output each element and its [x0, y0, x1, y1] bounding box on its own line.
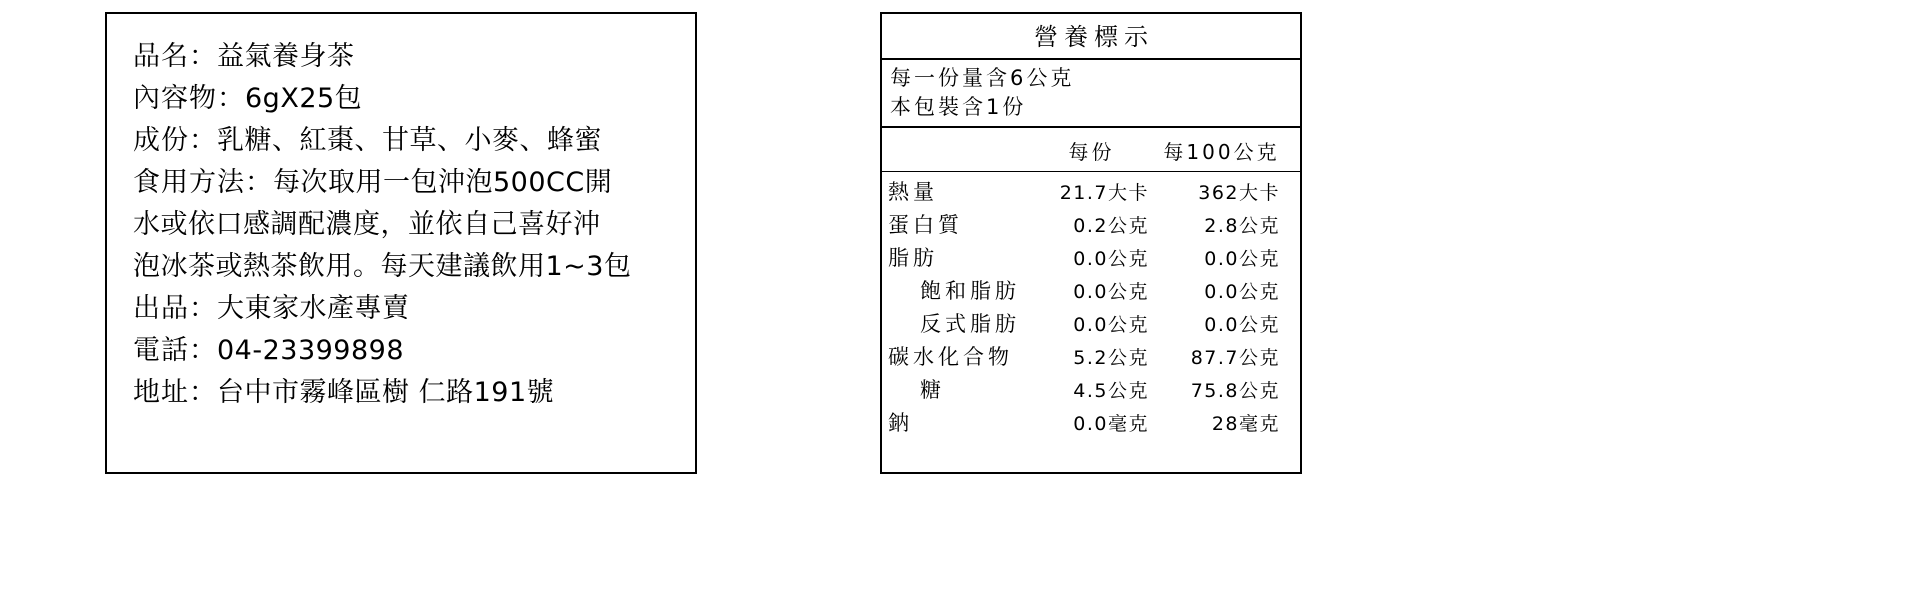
nutrient-name: 脂肪 [888, 246, 938, 270]
nutrition-column-header [882, 128, 1300, 172]
nutrient-per-serving: 21.7大卡 [1059, 182, 1149, 204]
product-field-label: 地址： [133, 377, 217, 408]
product-field-label: 食用方法： [133, 167, 273, 198]
product-field-row [133, 36, 695, 78]
table-row [882, 407, 1300, 440]
product-field-label: 成份： [133, 125, 217, 156]
product-field-row [133, 120, 695, 162]
column-header-per-serving: 每份 [1068, 140, 1115, 164]
nutrient-name: 鈉 [888, 411, 913, 435]
nutrient-name: 碳水化合物 [888, 345, 1013, 369]
nutrient-per-serving: 4.5公克 [1073, 380, 1149, 402]
nutrient-per-serving: 5.2公克 [1073, 347, 1149, 369]
nutrient-per-serving: 0.0公克 [1073, 281, 1149, 303]
table-row [882, 176, 1300, 209]
serving-size-text: 每一份量含6公克 [890, 66, 1075, 90]
nutrient-name: 熱量 [888, 180, 938, 204]
nutrient-name: 飽和脂肪 [920, 279, 1020, 303]
product-field-label: 品名： [133, 41, 217, 72]
nutrient-per-100g: 87.7公克 [1190, 347, 1280, 369]
product-field-row [133, 162, 695, 204]
product-field-value: 水或依口感調配濃度，並依自己喜好沖 [133, 209, 601, 240]
nutrient-per-100g: 75.8公克 [1190, 380, 1280, 402]
table-row [882, 275, 1300, 308]
product-field-label: 電話： [133, 335, 217, 366]
product-field-row [133, 330, 695, 372]
product-field-value: 大東家水產專賣 [217, 293, 410, 324]
column-header-spacer [882, 136, 1034, 165]
table-row [882, 209, 1300, 242]
product-field-value: 泡冰茶或熱茶飲用。每天建議飲用1~3包 [133, 251, 632, 282]
nutrient-name: 蛋白質 [888, 213, 963, 237]
product-field-label: 出品： [133, 293, 217, 324]
nutrient-per-100g: 0.0公克 [1204, 314, 1280, 336]
nutrient-per-100g: 2.8公克 [1204, 215, 1280, 237]
table-row [882, 308, 1300, 341]
product-info-panel [105, 12, 697, 474]
product-field-value: 乳糖、紅棗、甘草、小麥、蜂蜜 [217, 125, 602, 156]
table-row [882, 242, 1300, 275]
product-field-value: 6gX25包 [245, 83, 363, 114]
product-field-value: 益氣養身茶 [217, 41, 355, 72]
product-field-row [133, 288, 695, 330]
product-field-row [133, 78, 695, 120]
product-field-value: 04-23399898 [217, 335, 405, 366]
nutrient-per-100g: 362大卡 [1198, 182, 1280, 204]
product-field-row [133, 372, 695, 414]
nutrient-per-serving: 0.0公克 [1073, 314, 1149, 336]
product-field-value: 台中市霧峰區樹 仁路191號 [217, 377, 555, 408]
table-row [882, 341, 1300, 374]
nutrient-per-100g: 0.0公克 [1204, 248, 1280, 270]
nutrient-per-serving: 0.2公克 [1073, 215, 1149, 237]
product-field-value: 每次取用一包沖泡500CC開 [273, 167, 613, 198]
nutrient-per-100g: 28毫克 [1211, 413, 1280, 435]
nutrition-title: 營養標示 [882, 14, 1300, 60]
nutrient-per-serving: 0.0毫克 [1073, 413, 1149, 435]
product-field-row [133, 204, 695, 246]
nutrient-name: 糖 [920, 378, 945, 402]
table-row [882, 374, 1300, 407]
nutrient-row-list [882, 172, 1300, 440]
product-field-row [133, 246, 695, 288]
nutrient-per-serving: 0.0公克 [1073, 248, 1149, 270]
product-field-list [107, 14, 695, 414]
serving-info-block [882, 60, 1300, 128]
nutrition-facts-panel [880, 12, 1302, 474]
column-header-per-100g: 每100公克 [1163, 140, 1280, 164]
product-field-label: 內容物： [133, 83, 245, 114]
nutrient-per-100g: 0.0公克 [1204, 281, 1280, 303]
nutrient-name: 反式脂肪 [920, 312, 1020, 336]
servings-per-package-text: 本包裝含1份 [890, 95, 1027, 119]
